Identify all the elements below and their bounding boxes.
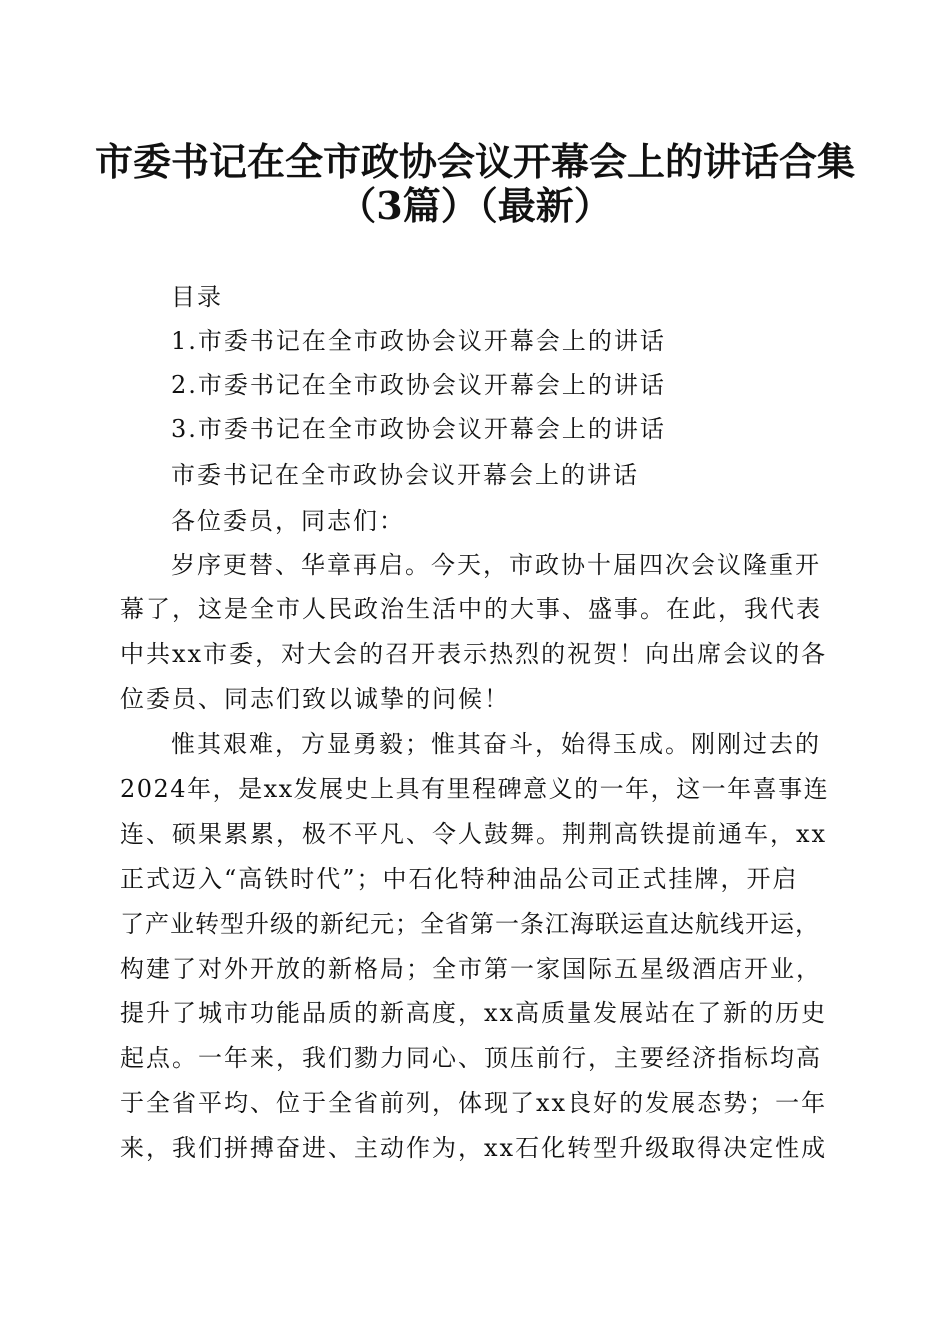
body-line: 正式迈入“高铁时代”；中石化特种油品公司正式挂牌，开启 bbox=[120, 865, 799, 893]
toc-item-1: 1.市委书记在全市政协会议开幕会上的讲话 bbox=[171, 327, 666, 355]
body-line: 提升了城市功能品质的新高度，xx高质量发展站在了新的历史 bbox=[120, 999, 828, 1027]
body-line: 构建了对外开放的新格局；全市第一家国际五星级酒店开业， bbox=[120, 955, 822, 983]
body-line: 位委员、同志们致以诚挚的问候！ bbox=[120, 685, 510, 713]
body-line: 了产业转型升级的新纪元；全省第一条江海联运直达航线开运， bbox=[120, 910, 820, 938]
body-line: 幕了，这是全市人民政治生活中的大事、盛事。在此，我代表 bbox=[120, 595, 822, 623]
body-line: 起点。一年来，我们勠力同心、顶压前行，主要经济指标均高 bbox=[120, 1044, 822, 1072]
body-line: 来，我们拼搏奋进、主动作为，xx石化转型升级取得决定性成 bbox=[120, 1134, 828, 1162]
body-line: 惟其艰难，方显勇毅；惟其奋斗，始得玉成。刚刚过去的 bbox=[171, 730, 821, 758]
body-line: 中共xx市委，对大会的召开表示热烈的祝贺！向出席会议的各 bbox=[120, 640, 828, 668]
toc-item-2: 2.市委书记在全市政协会议开幕会上的讲话 bbox=[171, 371, 666, 399]
salutation: 各位委员，同志们： bbox=[171, 507, 405, 535]
toc-heading: 目录 bbox=[171, 283, 223, 311]
document-title-line-2: （3篇）（最新） bbox=[338, 183, 612, 228]
speech-title: 市委书记在全市政协会议开幕会上的讲话 bbox=[171, 461, 639, 489]
body-line: 2024年，是xx发展史上具有里程碑意义的一年，这一年喜事连 bbox=[120, 775, 830, 803]
document-title-line-1: 市委书记在全市政协会议开幕会上的讲话合集 bbox=[94, 139, 855, 184]
toc-item-3: 3.市委书记在全市政协会议开幕会上的讲话 bbox=[171, 415, 666, 443]
body-line: 岁序更替、华章再启。今天，市政协十届四次会议隆重开 bbox=[171, 551, 821, 579]
body-line: 连、硕果累累，极不平凡、令人鼓舞。荆荆高铁提前通车，xx bbox=[120, 820, 828, 848]
body-line: 于全省平均、位于全省前列，体现了xx良好的发展态势；一年 bbox=[120, 1089, 828, 1117]
